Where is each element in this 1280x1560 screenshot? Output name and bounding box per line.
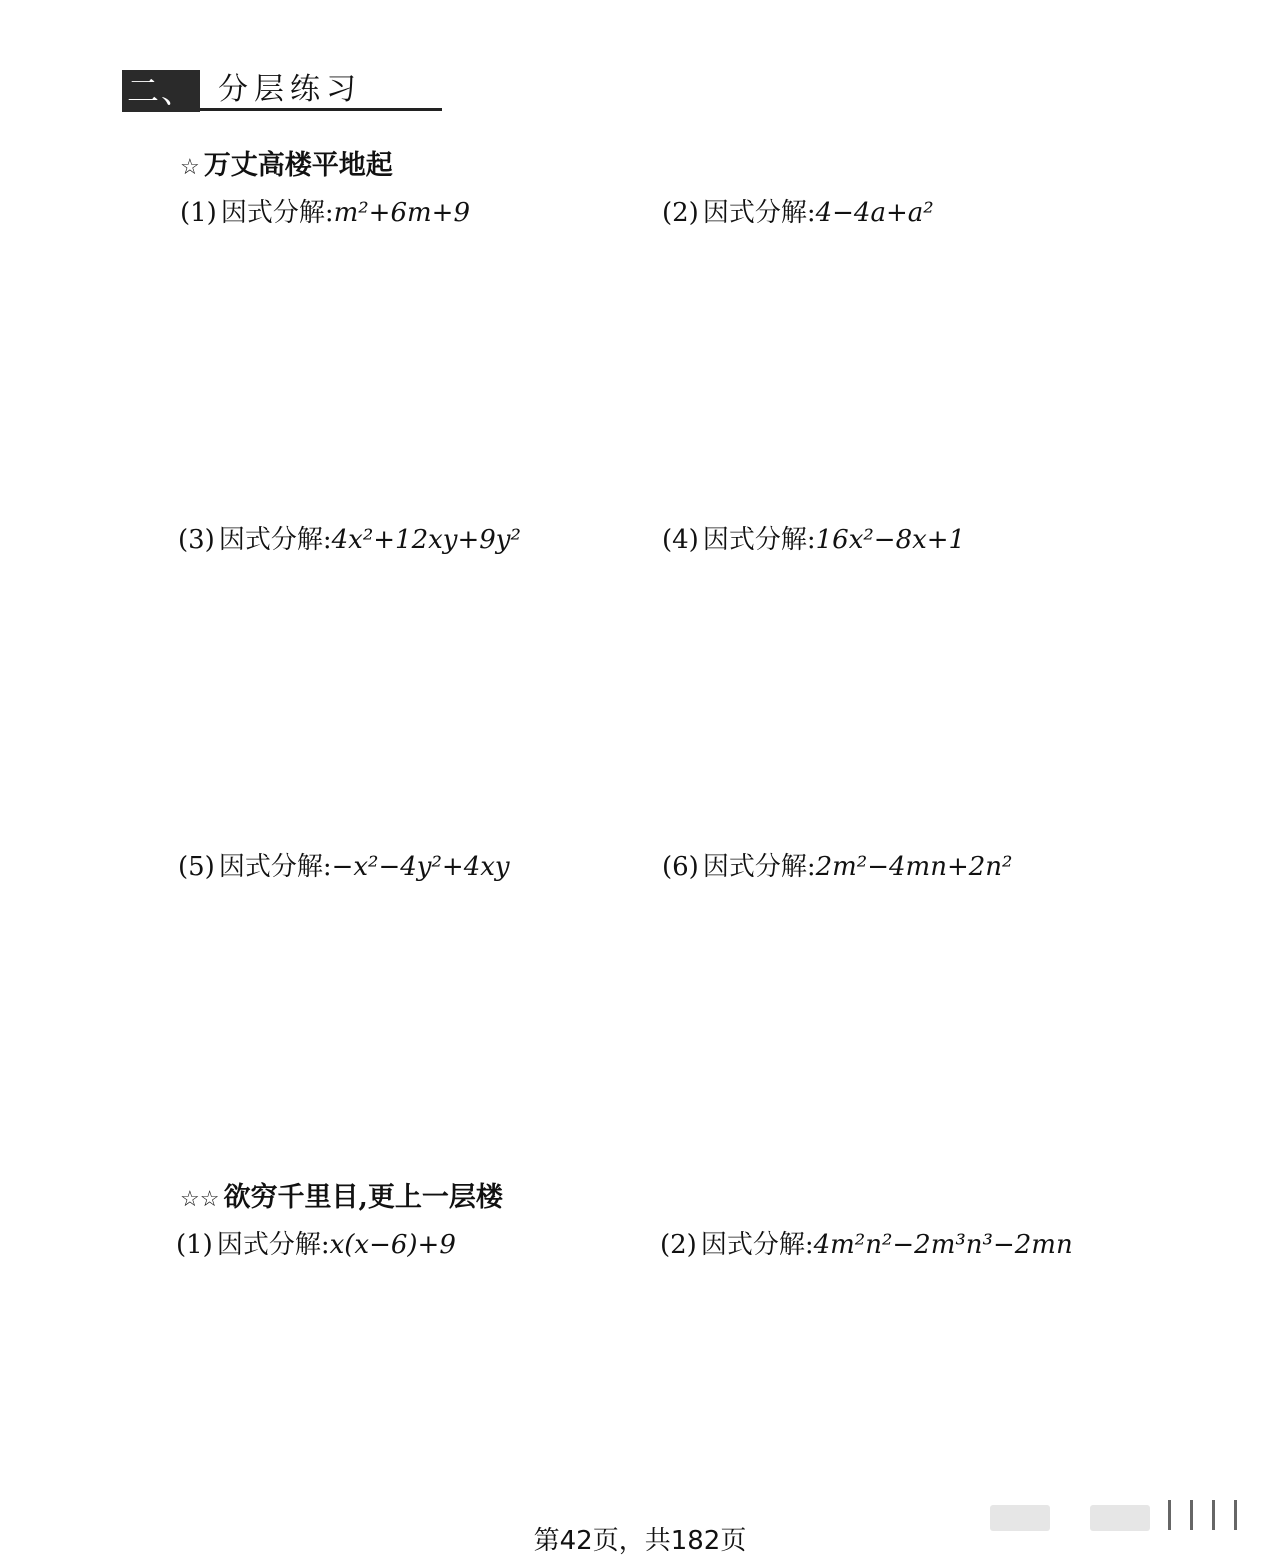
problem-expression: x(x−6)+9 bbox=[329, 1230, 456, 1260]
problem-expression: 4x²+12xy+9y² bbox=[331, 525, 521, 555]
level-heading-text: 万丈高楼平地起 bbox=[203, 150, 393, 181]
problem-number: (6) bbox=[662, 852, 699, 882]
problem-number: (5) bbox=[178, 852, 215, 882]
watermark-mark bbox=[990, 1505, 1050, 1531]
problem-expression: 4m²n²−2m³n³−2mn bbox=[813, 1230, 1073, 1260]
problem-1-2 bbox=[662, 196, 934, 230]
problem-1-1 bbox=[180, 196, 470, 230]
level-heading-2 bbox=[180, 1175, 503, 1214]
problem-label: 因式分解: bbox=[218, 525, 332, 555]
problem-expression: m²+6m+9 bbox=[333, 198, 470, 228]
watermark-mark bbox=[1090, 1505, 1150, 1531]
problem-label: 因式分解: bbox=[702, 198, 816, 228]
star-icon: ☆☆ bbox=[180, 1187, 220, 1212]
problem-label: 因式分解: bbox=[700, 1230, 814, 1260]
problem-label: 因式分解: bbox=[218, 852, 332, 882]
problem-label: 因式分解: bbox=[702, 852, 816, 882]
section-number: 二、 bbox=[122, 70, 200, 112]
problem-expression: 4−4a+a² bbox=[815, 198, 934, 228]
problem-expression: 2m²−4mn+2n² bbox=[815, 852, 1013, 882]
section-underline bbox=[200, 108, 442, 111]
problem-number: (2) bbox=[662, 198, 699, 228]
level-heading-1 bbox=[180, 143, 393, 182]
problem-number: (1) bbox=[176, 1230, 213, 1260]
problem-1-5 bbox=[178, 850, 510, 884]
problem-number: (3) bbox=[178, 525, 215, 555]
problem-number: (2) bbox=[660, 1230, 697, 1260]
problem-expression: −x²−4y²+4xy bbox=[331, 852, 510, 882]
problem-1-4 bbox=[662, 523, 965, 557]
problem-label: 因式分解: bbox=[702, 525, 816, 555]
problem-2-1 bbox=[176, 1228, 456, 1262]
problem-number: (4) bbox=[662, 525, 699, 555]
level-heading-text: 欲穷千里目,更上一层楼 bbox=[223, 1182, 503, 1213]
problem-expression: 16x²−8x+1 bbox=[815, 525, 966, 555]
problem-1-6 bbox=[662, 850, 1012, 884]
problem-1-3 bbox=[178, 523, 521, 557]
problem-2-2 bbox=[660, 1228, 1073, 1262]
star-icon: ☆ bbox=[180, 155, 200, 180]
section-header bbox=[122, 70, 442, 112]
section-title: 分层练习 bbox=[218, 72, 362, 107]
problem-label: 因式分解: bbox=[220, 198, 334, 228]
page-footer: 第42页，共182页 bbox=[533, 1526, 747, 1556]
watermark-bars-icon bbox=[1168, 1500, 1248, 1532]
problem-label: 因式分解: bbox=[216, 1230, 330, 1260]
problem-number: (1) bbox=[180, 198, 217, 228]
